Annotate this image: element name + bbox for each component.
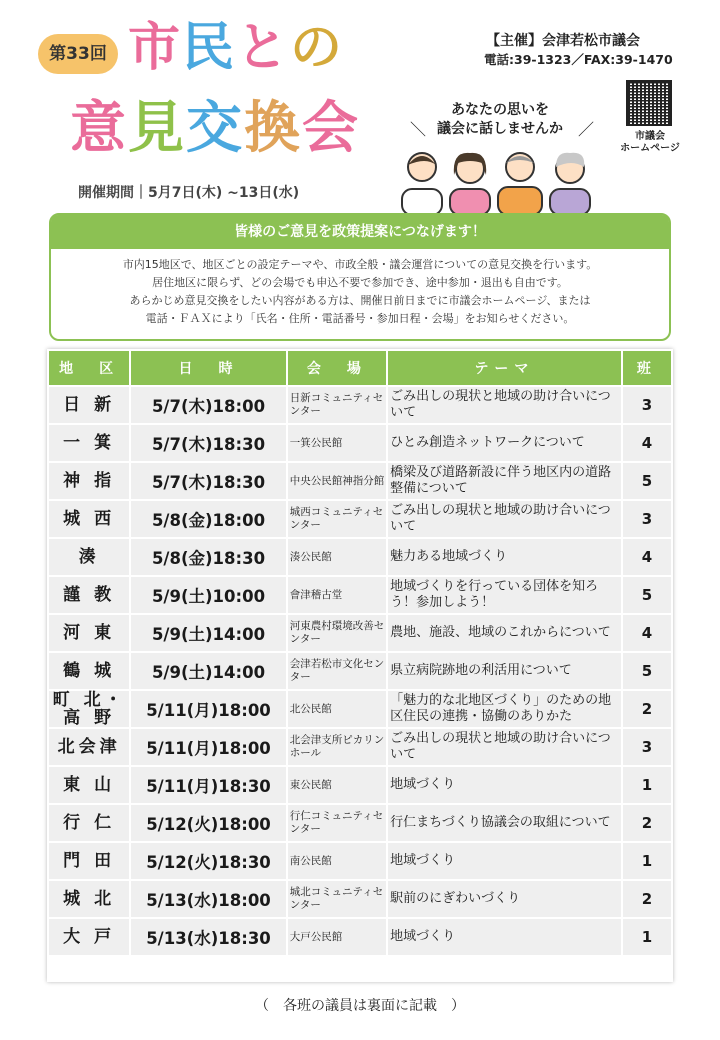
cell-district: 大 戸 (49, 919, 129, 955)
cell-theme: 地域づくり (388, 919, 621, 955)
cell-datetime: 5/11(月)18:30 (131, 767, 286, 803)
cell-group: 5 (623, 463, 671, 499)
title-char: と (236, 18, 291, 78)
cell-group: 3 (623, 501, 671, 537)
cell-theme: 地域づくり (388, 843, 621, 879)
cell-theme: 「魅力的な北地区づくり」のための地区住民の連携・協働のありかた (388, 691, 621, 727)
banner-line: 市内15地区で、地区ごとの設定テーマや、市政全般・議会運営についての意見交換を行います。 (122, 258, 598, 271)
table-row (49, 463, 671, 499)
catch-copy-line-2: 議会に話しませんか (437, 121, 563, 137)
cell-district: 日 新 (49, 387, 129, 423)
title-char: 会 (302, 96, 360, 161)
banner-heading: 皆様のご意見を政策提案につなげます！ (51, 215, 669, 249)
cell-datetime: 5/9(土)10:00 (131, 577, 286, 613)
cell-group: 1 (623, 843, 671, 879)
table-row (49, 577, 671, 613)
cell-theme: 県立病院跡地の利活用について (388, 653, 621, 689)
table-row (49, 805, 671, 841)
header-district: 地 区 (49, 351, 129, 385)
title-char: 民 (182, 18, 237, 78)
cell-theme: ごみ出しの現状と地域の助け合いについて (388, 501, 621, 537)
banner-line: 居住地区に限らず、どの会場でも申込不要で参加でき、途中参加・退出も自由です。 (152, 276, 568, 289)
cell-group: 2 (623, 691, 671, 727)
cell-group: 5 (623, 653, 671, 689)
cell-group: 1 (623, 767, 671, 803)
title-line-2 (70, 96, 360, 162)
slash-deco-icon: ／ (578, 120, 595, 139)
cell-group: 4 (623, 539, 671, 575)
cell-datetime: 5/12(火)18:00 (131, 805, 286, 841)
cell-district: 門 田 (49, 843, 129, 879)
banner-line: あらかじめ意見交換をしたい内容がある方は、開催日前日までに市議会ホームページ、または (129, 294, 591, 307)
cell-theme: ごみ出しの現状と地域の助け合いについて (388, 387, 621, 423)
cell-district: 行 仁 (49, 805, 129, 841)
header-group: 班 (623, 351, 671, 385)
event-period: 開催期間｜5月7日(木) ~13日(水) (78, 185, 300, 201)
title-char: 意 (70, 96, 128, 161)
cell-group: 5 (623, 577, 671, 613)
cell-district: 一 箕 (49, 425, 129, 461)
title-char: 見 (128, 96, 186, 161)
cell-district: 河 東 (49, 615, 129, 651)
banner-body (51, 249, 669, 328)
table-row (49, 653, 671, 689)
cell-venue: 日新コミュニティセンター (288, 387, 386, 423)
table-row (49, 691, 671, 727)
cell-venue: 会津若松市文化センター (288, 653, 386, 689)
header-theme: テーマ (388, 351, 621, 385)
cell-datetime: 5/9(土)14:00 (131, 653, 286, 689)
cell-datetime: 5/12(火)18:30 (131, 843, 286, 879)
title-line-1 (128, 18, 344, 78)
contact-info: 電話:39-1323／FAX:39-1470 (484, 52, 673, 67)
cell-theme: 行仁まちづくり協議会の取組について (388, 805, 621, 841)
cell-theme: 橋梁及び道路新設に伴う地区内の道路整備について (388, 463, 621, 499)
table-row (49, 539, 671, 575)
qr-label-line: 市議会 (635, 131, 665, 142)
cell-group: 2 (623, 881, 671, 917)
cell-group: 3 (623, 387, 671, 423)
title-char: の (290, 18, 345, 78)
cell-theme: 魅力ある地域づくり (388, 539, 621, 575)
cell-district: 鶴 城 (49, 653, 129, 689)
cell-datetime: 5/8(金)18:00 (131, 501, 286, 537)
table-row (49, 425, 671, 461)
catch-copy-line-1: あなたの思いを (451, 102, 549, 118)
cell-district: 城 西 (49, 501, 129, 537)
table-row (49, 919, 671, 955)
table-row (49, 615, 671, 651)
cell-venue: 一箕公民館 (288, 425, 386, 461)
cell-venue: 河東農村環境改善センター (288, 615, 386, 651)
cell-district: 町 北・高 野 (49, 691, 129, 727)
footnote: （ 各班の議員は裏面に記載 ） (255, 998, 465, 1014)
cell-district: 謹 教 (49, 577, 129, 613)
backslash-deco-icon: ＼ (410, 120, 427, 139)
edition-badge: 第33回 (38, 34, 118, 74)
cell-venue: 湊公民館 (288, 539, 386, 575)
table-row (49, 729, 671, 765)
cell-datetime: 5/7(木)18:30 (131, 463, 286, 499)
cell-datetime: 5/7(木)18:30 (131, 425, 286, 461)
table-row (49, 501, 671, 537)
cell-district: 神 指 (49, 463, 129, 499)
cell-venue: 東公民館 (288, 767, 386, 803)
header-venue: 会 場 (288, 351, 386, 385)
table-row (49, 767, 671, 803)
cell-district: 城 北 (49, 881, 129, 917)
title-char: 換 (244, 96, 302, 161)
cell-group: 4 (623, 615, 671, 651)
table-row (49, 387, 671, 423)
cell-venue: 行仁コミュニティセンター (288, 805, 386, 841)
banner-line: 電話・ＦＡＸにより「氏名・住所・電話番号・参加日程・会場」をお知らせください。 (145, 312, 575, 325)
table-row (49, 881, 671, 917)
cell-datetime: 5/7(木)18:00 (131, 387, 286, 423)
cell-datetime: 5/8(金)18:30 (131, 539, 286, 575)
cell-datetime: 5/13(水)18:00 (131, 881, 286, 917)
cell-theme: 地域づくりを行っている団体を知ろう！参加しよう！ (388, 577, 621, 613)
cell-datetime: 5/11(月)18:00 (131, 691, 286, 727)
qr-code-icon[interactable] (626, 80, 672, 126)
qr-label-line: ホームページ (620, 143, 680, 154)
cell-venue: 大戸公民館 (288, 919, 386, 955)
cell-district: 北会津 (49, 729, 129, 765)
cell-district: 湊 (49, 539, 129, 575)
cell-group: 1 (623, 919, 671, 955)
cell-venue: 北会津支所ピカリンホール (288, 729, 386, 765)
cell-venue: 城西コミュニティセンター (288, 501, 386, 537)
cell-theme: ごみ出しの現状と地域の助け合いについて (388, 729, 621, 765)
cell-group: 2 (623, 805, 671, 841)
cell-venue: 中央公民館神指分館 (288, 463, 386, 499)
cell-datetime: 5/9(土)14:00 (131, 615, 286, 651)
cell-venue: 南公民館 (288, 843, 386, 879)
cell-theme: 駅前のにぎわいづくり (388, 881, 621, 917)
people-illustration-icon (396, 145, 596, 215)
cell-group: 3 (623, 729, 671, 765)
title-char: 交 (186, 96, 244, 161)
table-header-row (49, 351, 671, 385)
cell-theme: 地域づくり (388, 767, 621, 803)
schedule-table (47, 349, 673, 957)
info-banner (49, 213, 671, 341)
cell-theme: 農地、施設、地域のこれからについて (388, 615, 621, 651)
cell-district: 東 山 (49, 767, 129, 803)
cell-group: 4 (623, 425, 671, 461)
cell-venue: 城北コミュニティセンター (288, 881, 386, 917)
cell-theme: ひとみ創造ネットワークについて (388, 425, 621, 461)
table-row (49, 843, 671, 879)
qr-label (608, 131, 692, 155)
cell-venue: 會津稽古堂 (288, 577, 386, 613)
cell-datetime: 5/11(月)18:00 (131, 729, 286, 765)
cell-venue: 北公民館 (288, 691, 386, 727)
organizer: 【主催】会津若松市議会 (486, 33, 640, 49)
cell-datetime: 5/13(水)18:30 (131, 919, 286, 955)
header-datetime: 日 時 (131, 351, 286, 385)
title-char: 市 (128, 18, 183, 78)
schedule-table-container (47, 349, 673, 982)
